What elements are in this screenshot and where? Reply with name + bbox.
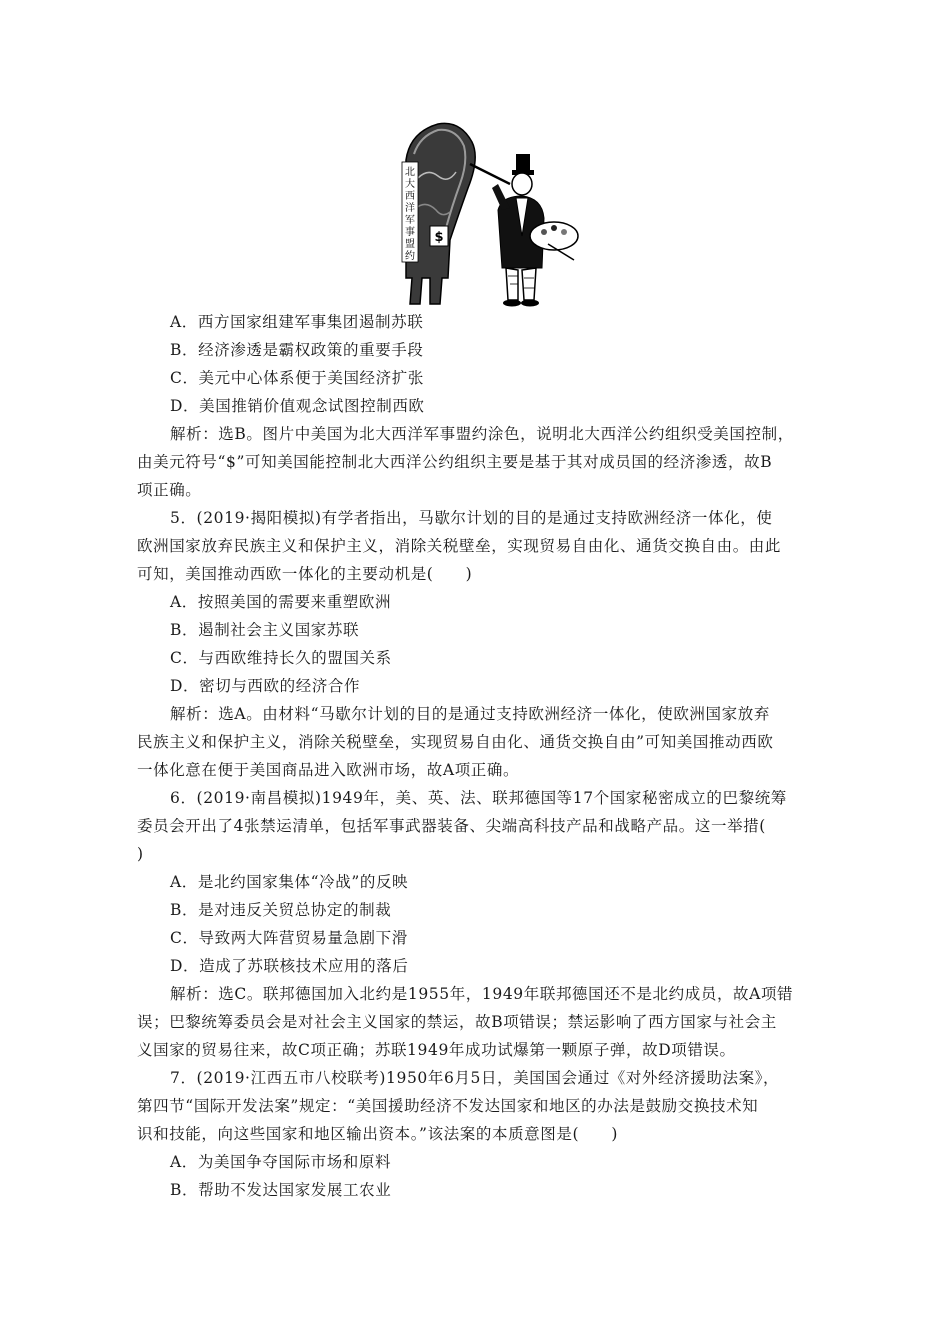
q7-section bbox=[137, 1064, 827, 1204]
political-cartoon-image bbox=[398, 118, 582, 308]
q7-option-b: B．帮助不发达国家发展工农业 bbox=[170, 1181, 392, 1199]
q6-option-c: C．导致两大阵营贸易量急剧下滑 bbox=[170, 929, 408, 947]
q7-stem-line: 第四节“国际开发法案”规定：“美国援助经济不发达国家和地区的办法是鼓励交换技术知 bbox=[137, 1097, 759, 1115]
q4-option-c: C．美元中心体系便于美国经济扩张 bbox=[170, 369, 424, 387]
q5-stem-line: 5．(2019·揭阳模拟)有学者指出，马歇尔计划的目的是通过支持欧洲经济一体化，使 bbox=[170, 509, 773, 527]
q7-stem-line: 7．(2019·江西五市八校联考)1950年6月5日，美国国会通过《对外经济援助法案》， bbox=[170, 1069, 780, 1087]
q5-section bbox=[137, 504, 827, 784]
q5-option-d: D．密切与西欧的经济合作 bbox=[170, 677, 361, 695]
q4-analysis-line: 解析：选B。图片中美国为北大西洋军事盟约涂色，说明北大西洋公约组织受美国控制， bbox=[170, 425, 794, 443]
q6-analysis-line: 误；巴黎统筹委员会是对社会主义国家的禁运，故B项错误；禁运影响了西方国家与社会主 bbox=[137, 1013, 777, 1031]
q7-option-a: A．为美国争夺国际市场和原料 bbox=[170, 1153, 392, 1171]
svg-text:洋: 洋 bbox=[405, 203, 415, 214]
q6-option-a: A．是北约国家集体“冷战”的反映 bbox=[170, 873, 409, 891]
svg-text:$: $ bbox=[434, 230, 444, 245]
q6-option-b: B．是对违反关贸总协定的制裁 bbox=[170, 901, 392, 919]
q4-analysis-line: 项正确。 bbox=[137, 481, 202, 499]
svg-text:北: 北 bbox=[405, 167, 415, 178]
q6-stem-line: 6．(2019·南昌模拟)1949年，美、英、法、联邦德国等17个国家秘密成立的巴黎统筹 bbox=[170, 789, 787, 807]
q4-option-a: A．西方国家组建军事集团遏制苏联 bbox=[170, 313, 424, 331]
q6-analysis-line: 义国家的贸易往来，故C项正确；苏联1949年成功试爆第一颗原子弹，故D项错误。 bbox=[137, 1041, 736, 1059]
q7-stem-line: 识和技能，向这些国家和地区输出资本。”该法案的本质意图是( ) bbox=[137, 1125, 618, 1143]
q4-option-b: B．经济渗透是霸权政策的重要手段 bbox=[170, 341, 424, 359]
q5-option-c: C．与西欧维持长久的盟国关系 bbox=[170, 649, 392, 667]
q6-stem-line: 委员会开出了4张禁运清单，包括军事武器装备、尖端高科技产品和战略产品。这一举措( bbox=[137, 817, 766, 835]
q5-analysis-line: 解析：选A。由材料“马歇尔计划的目的是通过支持欧洲经济一体化，使欧洲国家放弃 bbox=[170, 705, 770, 723]
svg-text:西: 西 bbox=[405, 191, 415, 202]
q5-stem-line: 欧洲国家放弃民族主义和保护主义，消除关税壁垒，实现贸易自由化、通货交换自由。由此 bbox=[137, 537, 782, 555]
q6-analysis-line: 解析：选C。联邦德国加入北约是1955年，1949年联邦德国还不是北约成员，故A项错 bbox=[170, 985, 794, 1003]
svg-text:盟: 盟 bbox=[405, 239, 415, 250]
cartoon-drawing bbox=[398, 118, 582, 308]
svg-text:军: 军 bbox=[405, 215, 415, 226]
q4-section bbox=[137, 308, 827, 504]
svg-text:事: 事 bbox=[405, 227, 415, 238]
q5-option-a: A．按照美国的需要来重塑欧洲 bbox=[170, 593, 392, 611]
q5-analysis-line: 民族主义和保护主义，消除关税壁垒，实现贸易自由化、通货交换自由”可知美国推动西欧 bbox=[137, 733, 774, 751]
q6-option-d: D．造成了苏联核技术应用的落后 bbox=[170, 957, 409, 975]
q5-analysis-line: 一体化意在便于美国商品进入欧洲市场，故A项正确。 bbox=[137, 761, 520, 779]
svg-text:大: 大 bbox=[405, 179, 415, 190]
q5-option-b: B．遏制社会主义国家苏联 bbox=[170, 621, 360, 639]
q4-analysis-line: 由美元符号“$”可知美国能控制北大西洋公约组织主要是基于其对成员国的经济渗透，故B bbox=[137, 453, 773, 471]
q5-stem-line: 可知，美国推动西欧一体化的主要动机是( ) bbox=[137, 565, 473, 583]
q6-stem-line: ) bbox=[137, 845, 144, 863]
q6-section bbox=[137, 784, 827, 1064]
svg-text:约: 约 bbox=[405, 251, 415, 262]
q4-option-d: D．美国推销价值观念试图控制西欧 bbox=[170, 397, 425, 415]
